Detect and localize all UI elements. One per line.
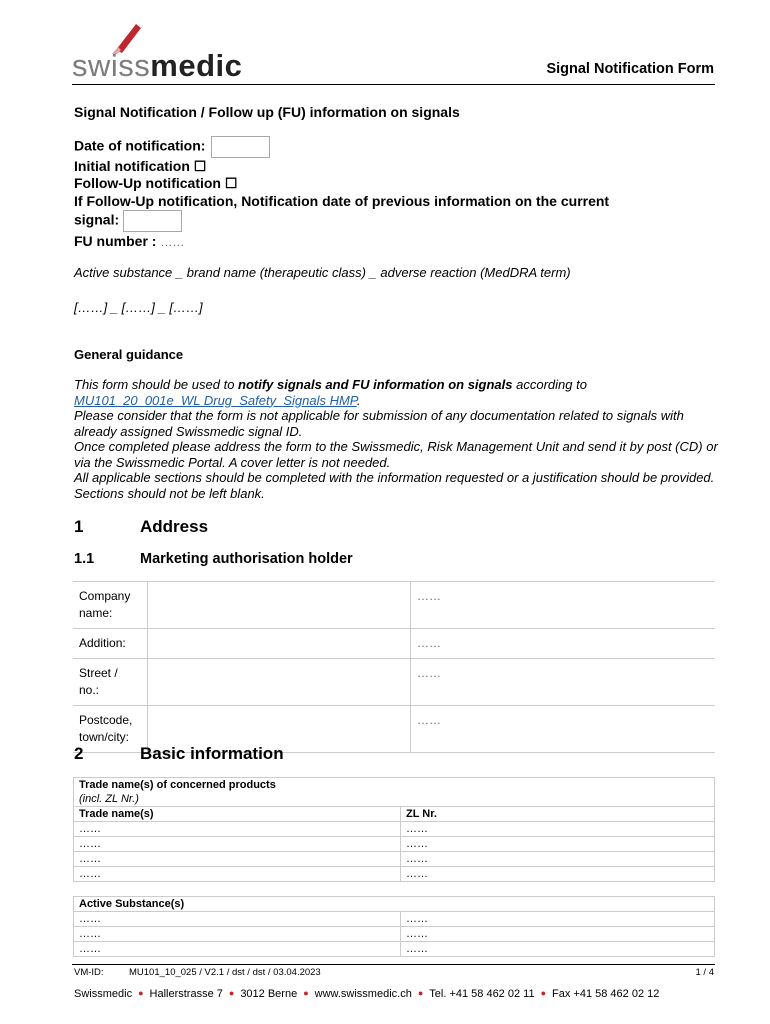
zl-nr-cell[interactable]: …… [401,837,715,852]
section-2-title: Basic information [140,744,284,763]
bullet-icon: ● [417,988,424,998]
zl-nr-cell[interactable]: …… [401,867,715,882]
active-substance-cell[interactable]: …… [74,912,401,927]
row-input[interactable] [148,629,411,659]
fu-number-row [74,233,184,249]
table-header [74,807,715,822]
footer-doc-info [74,967,714,978]
table-row [74,837,715,852]
date-of-notification-row [74,136,270,158]
date-of-notification-label: Date of notification: [74,137,206,154]
followup-notification-checkbox[interactable]: Follow-Up notification ☐ [74,175,238,191]
section-1-number: 1 [74,517,84,536]
date-of-notification-field[interactable] [211,136,270,158]
bullet-icon: ● [540,988,547,998]
table-row [73,582,715,629]
section-1-title: Address [140,517,209,536]
vm-id-value: MU101_10_025 / V2.1 / dst / dst / 03.04.2023 [129,967,321,978]
row-input[interactable] [148,659,411,706]
substance-line: Active substance _ brand name (therapeutic class) _ adverse reaction (MedDRA term) [74,265,571,280]
trade-names-table [73,777,715,882]
footer-tel: Tel. +41 58 462 02 11 [429,988,535,1000]
zl-nr-cell[interactable]: …… [401,852,715,867]
section-1-1-number: 1.1 [74,551,95,567]
trade-names-subtitle: (incl. ZL Nr.) [79,793,139,805]
page-heading: Signal Notification / Follow up (FU) information on signals [74,104,460,120]
active-substance-cell[interactable]: …… [74,927,401,942]
header-divider [72,84,715,85]
vm-id-label: VM-ID: [74,967,104,978]
row-value[interactable]: …… [411,629,716,659]
table-header [74,778,715,807]
table-row [74,942,715,957]
trade-name-column-header: Trade name(s) [74,807,401,822]
table-header [74,897,715,912]
table-row [74,852,715,867]
previous-date-label: If Follow-Up notification, Notification date of previous information on the current [74,193,610,209]
previous-date-label-end: signal: [74,211,120,228]
footer-web[interactable]: www.swissmedic.ch [314,988,412,1000]
footer-address [74,988,659,1000]
guidance-paragraph: All applicable sections should be completed with the information requested or a justification should be provided. Sections should not be left blank. [74,470,715,501]
row-value[interactable]: …… [411,659,716,706]
trade-name-cell[interactable]: …… [74,852,401,867]
trade-name-cell[interactable]: …… [74,822,401,837]
bullet-icon: ● [138,988,144,998]
zl-nr-cell[interactable]: …… [401,822,715,837]
fu-number-value[interactable]: …… [160,235,185,249]
zl-nr-column-header: ZL Nr. [401,807,715,822]
footer-city: 3012 Berne [240,988,298,1000]
fu-number-label: FU number : [74,233,157,249]
signal-title-placeholder[interactable]: [……] _ [……] _ [……] [74,300,203,315]
trade-name-cell[interactable]: …… [74,867,401,882]
guidance-paragraph: This form should be used to notify signals and FU information on signals according to MU101_20_001e_WL Drug_Safety_Signals HMP. [74,377,587,408]
trade-names-header [74,778,715,807]
guidance-link[interactable]: MU101_20_001e_WL Drug_Safety_Signals HMP [74,392,357,408]
guidance-text [74,377,722,501]
row-label: Company name: [73,582,148,629]
row-value[interactable]: …… [411,582,716,629]
section-2-number: 2 [74,744,84,763]
table-row [73,659,715,706]
form-title: Signal Notification Form [546,61,714,77]
bullet-icon: ● [303,988,309,998]
table-row [74,867,715,882]
row-input[interactable] [148,582,411,629]
footer-fax: Fax +41 58 462 02 12 [552,988,660,1000]
bullet-icon: ● [228,988,235,998]
footer-divider [72,964,715,965]
active-substance-cell[interactable]: …… [401,927,715,942]
trade-name-cell[interactable]: …… [74,837,401,852]
table-row [74,927,715,942]
active-substance-cell[interactable]: …… [401,942,715,957]
table-row [73,629,715,659]
active-substance-cell[interactable]: …… [401,912,715,927]
guidance-title: General guidance [74,347,184,362]
footer-street: Hallerstrasse 7 [149,988,223,1000]
active-substances-table [73,896,715,957]
previous-date-field[interactable] [123,210,182,232]
previous-date-row [74,210,182,232]
trade-names-title: Trade name(s) of concerned products [79,779,276,791]
logo-wordmark: swissmedic [72,48,243,83]
row-value[interactable]: …… [411,706,716,753]
row-label: Postcode, town/city: [73,706,148,753]
mah-table [73,581,715,753]
guidance-paragraph: Please consider that the form is not applicable for submission of any documentation related to signals with already assigned Swissmedic signal ID. [74,408,684,439]
initial-notification-checkbox[interactable]: Initial notification ☐ [74,158,207,174]
footer-org: Swissmedic [74,988,133,1000]
page-number: 1 / 4 [695,967,714,978]
swissmedic-logo [72,20,262,82]
row-label: Street / no.: [73,659,148,706]
active-substances-title: Active Substance(s) [74,897,715,912]
table-row [74,822,715,837]
section-1-1-title: Marketing authorisation holder [140,551,353,567]
row-label: Addition: [73,629,148,659]
active-substance-cell[interactable]: …… [74,942,401,957]
table-row [74,912,715,927]
guidance-paragraph: Once completed please address the form to the Swissmedic, Risk Management Unit and send it by post (CD) or via the Swissmedic Portal. A cover letter is not needed. [74,439,718,470]
